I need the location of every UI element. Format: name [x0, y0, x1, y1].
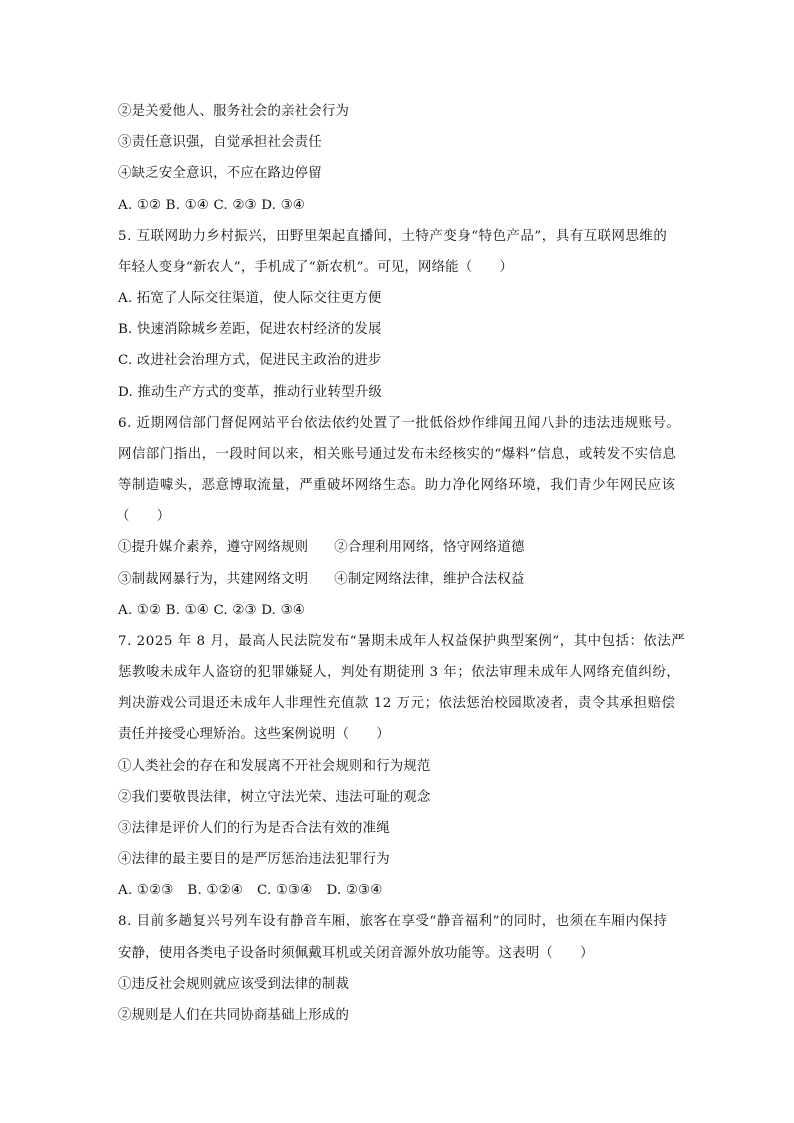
q7-answer-choices	[118, 881, 688, 901]
q5-stem-line-1: 5. 互联网助力乡村振兴，田野里架起直播间，土特产变身“特色产品”，具有互联网思维的	[118, 229, 668, 244]
q7-option-4: ④法律的最主要目的是严厉惩治违法犯罪行为	[118, 852, 390, 867]
q4-option-3: ③责任意识强，自觉承担社会责任	[118, 135, 322, 150]
q7-stem-line-3: 判决游戏公司退还未成年人非理性充值款 12 万元；依法惩治校园欺凌者，责令其承担赔偿	[118, 696, 676, 711]
q7-option-1: ①人类社会的存在和发展离不开社会规则和行为规范	[118, 759, 431, 774]
q7-choice-d: D. ②③④	[326, 883, 383, 898]
q6-option-1: ①提升媒介素养，遵守网络规则	[118, 540, 309, 555]
q6-answer-choices: A. ①② B. ①④ C. ②③ D. ③④	[118, 603, 305, 618]
q7-stem-line-4: 责任并接受心理矫治。这些案例说明（ ）	[118, 727, 390, 742]
q5-choice-a: A. 拓宽了人际交往渠道，使人际交往更方便	[118, 291, 382, 306]
q8-stem-line-1: 8. 目前多趟复兴号列车设有静音车厢，旅客在享受“静音福利”的同时，也须在车厢内保持	[118, 914, 668, 929]
q7-choice-b: B. ①②④	[187, 883, 243, 898]
q6-option-row-1	[118, 538, 688, 558]
q6-stem-line-1: 6. 近期网信部门督促网站平台依法依约处置了一批低俗炒作绯闻丑闻八卦的违法违规账号。	[118, 416, 681, 431]
q7-choice-c: C. ①③④	[256, 883, 313, 898]
q5-stem-line-2: 年轻人变身“新农人”，手机成了“新农机”。可见，网络能（ ）	[118, 260, 514, 275]
q4-answer-choices: A. ①② B. ①④ C. ②③ D. ③④	[118, 198, 305, 213]
q5-choice-d: D. 推动生产方式的变革，推动行业转型升级	[118, 385, 383, 400]
q7-stem-line-1: 7. 2025 年 8 月，最高人民法院发布“暑期未成年人权益保护典型案例”，其中包括：依法严	[118, 634, 686, 649]
q6-option-4: ④制定网络法律，维护合法权益	[334, 572, 525, 587]
q7-stem-line-2: 惩教唆未成年人盗窃的犯罪嫌疑人，判处有期徒刑 3 年；依法审理未成年人网络充值纠纷，	[118, 665, 681, 680]
q4-option-4: ④缺乏安全意识，不应在路边停留	[118, 166, 322, 181]
q7-option-2: ②我们要敬畏法律，树立守法光荣、违法可耻的观念	[118, 790, 431, 805]
q6-option-row-2	[118, 570, 688, 590]
q5-choice-b: B. 快速消除城乡差距，促进农村经济的发展	[118, 322, 382, 337]
q7-choice-a: A. ①②③	[118, 883, 174, 898]
q6-stem-line-3: 等制造噱头，恶意博取流量，严重破坏网络生态。助力净化网络环境，我们青少年网民应该	[118, 478, 676, 493]
q6-stem-line-4: （ ）	[116, 509, 171, 524]
q4-option-2: ②是关爱他人、服务社会的亲社会行为	[118, 104, 350, 119]
q6-option-2: ②合理利用网络，恪守网络道德	[334, 540, 525, 555]
q6-stem-line-2: 网信部门指出，一段时间以来，相关账号通过发布未经核实的“爆料”信息，或转发不实信息	[118, 447, 677, 462]
q5-choice-c: C. 改进社会治理方式，促进民主政治的进步	[118, 353, 382, 368]
q6-option-3: ③制裁网暴行为，共建网络文明	[118, 572, 309, 587]
q8-option-2: ②规则是人们在共同协商基础上形成的	[118, 1008, 350, 1023]
q7-option-3: ③法律是评价人们的行为是否合法有效的准绳	[118, 821, 390, 836]
q8-stem-line-2: 安静，使用各类电子设备时须佩戴耳机或关闭音源外放功能等。这表明（ ）	[118, 946, 594, 961]
q8-option-1: ①违反社会规则就应该受到法律的制裁	[118, 977, 350, 992]
